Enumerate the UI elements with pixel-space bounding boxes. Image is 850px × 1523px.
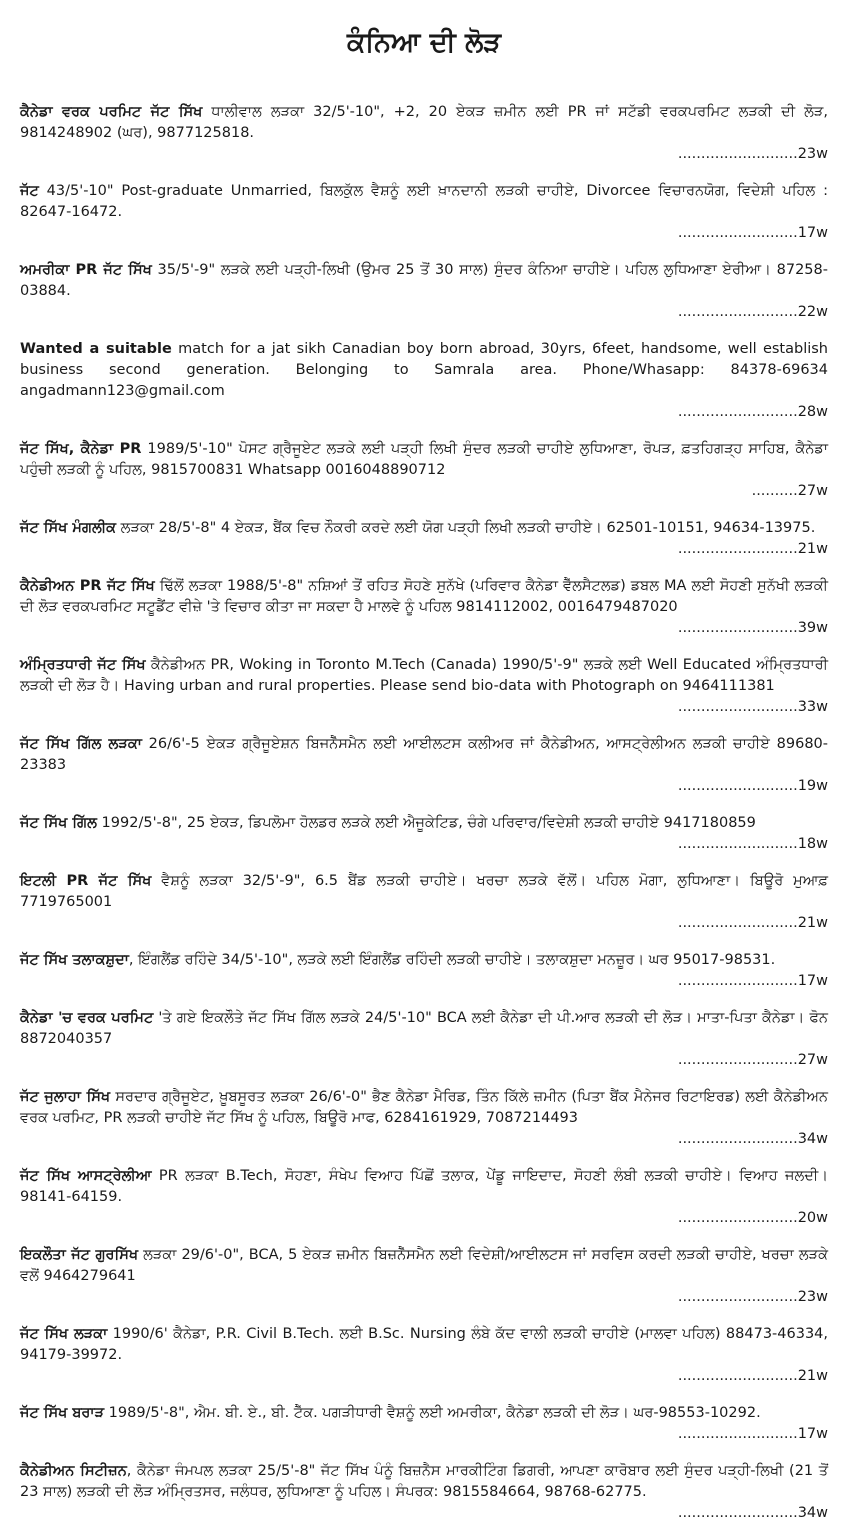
ad-body: 35/5'-9" ਲੜਕੇ ਲਈ ਪੜ੍ਹੀ-ਲਿਖੀ (ਉਮਰ 25 ਤੋਂ 30 ਸਾਲ) ਸੁੰਦਰ ਕੰਨਿਆ ਚਾਹੀਏ। ਪਹਿਲ ਲੁਧਿਆਣਾ ਏਰੀਆ। 87258-03884. <box>20 262 828 299</box>
ad-listing <box>20 339 828 422</box>
ad-code: 27w <box>797 1052 828 1068</box>
ad-code-line <box>20 481 828 501</box>
ad-listing <box>20 102 828 164</box>
ad-body: 1992/5'-8", 25 ਏਕੜ, ਡਿਪਲੋਮਾ ਹੋਲਡਰ ਲੜਕੇ ਲਈ ਐਜੂਕੇਟਿਡ, ਚੰਗੇ ਪਰਿਵਾਰ/ਵਿਦੇਸ਼ੀ ਲੜਕੀ ਚਾਹੀਏ 9417180859 <box>96 815 756 831</box>
ad-code-line <box>20 1503 828 1523</box>
ad-lead: ਜੱਟ <box>20 183 39 199</box>
ad-listing <box>20 734 828 796</box>
ad-dots: .......................... <box>677 541 798 557</box>
ad-dots: .......................... <box>677 973 798 989</box>
ad-dots: .......................... <box>677 1210 798 1226</box>
ad-code: 39w <box>797 620 828 636</box>
ad-text <box>20 1403 828 1424</box>
ad-body: ਕੈਨੇਡੀਅਨ PR, Woking in Toronto M.Tech (Canada) 1990/5'-9" ਲੜਕੇ ਲਈ Well Educated ਅੰਮ੍ਰਿਤਧਾਰੀ ਲੜਕੀ ਦੀ ਲੋੜ ਹੈ। Having urban and rural properties. Please send bio-data with Photograph on 9464111381 <box>20 657 828 694</box>
ad-listing <box>20 1403 828 1444</box>
ad-text <box>20 950 828 971</box>
ad-lead: ਕੈਨੇਡਾ ਵਰਕ ਪਰਮਿਟ ਜੱਟ ਸਿੱਖ <box>20 104 203 120</box>
ad-dots: .......................... <box>677 699 798 715</box>
ad-text <box>20 260 828 302</box>
ad-code-line <box>20 971 828 991</box>
ad-dots: .......................... <box>677 778 798 794</box>
ad-code-line <box>20 618 828 638</box>
ad-code-line <box>20 302 828 322</box>
ad-lead: ਕੈਨੇਡਾ 'ਚ ਵਰਕ ਪਰਮਿਟ <box>20 1010 154 1026</box>
ad-listing <box>20 950 828 991</box>
ad-text <box>20 813 828 834</box>
ad-dots: .......................... <box>677 620 798 636</box>
ad-listing <box>20 1166 828 1228</box>
ad-code-line <box>20 697 828 717</box>
ad-code-line <box>20 913 828 933</box>
ad-lead: ਕੈਨੇਡੀਅਨ ਸਿਟੀਜ਼ਨ <box>20 1463 127 1479</box>
ad-text <box>20 1324 828 1366</box>
ad-body: ਸਰਦਾਰ ਗ੍ਰੈਜੂਏਟ, ਖ਼ੂਬਸੂਰਤ ਲੜਕਾ 26/6'-0" ਭੈਣ ਕੈਨੇਡਾ ਮੈਰਿਡ, ਤਿੰਨ ਕਿੱਲੇ ਜ਼ਮੀਨ (ਪਿਤਾ ਬੈਂਕ ਮੈਨੇਜਰ ਰਿਟਾਇਰਡ) ਲਈ ਕੈਨੇਡੀਅਨ ਵਰਕ ਪਰਮਿਟ, PR ਲੜਕੀ ਚਾਹੀਏ ਜੱਟ ਸਿੱਖ ਨੂੰ ਪਹਿਲ, ਬਿਊਰੋ ਮਾਫ, 6284161929, 7087214493 <box>20 1089 828 1126</box>
ad-dots: .......................... <box>677 1505 798 1521</box>
ad-listing <box>20 439 828 501</box>
ad-dots: .......................... <box>677 1131 798 1147</box>
ad-body: , ਕੈਨੇਡਾ ਜੰਮਪਲ ਲੜਕਾ 25/5'-8" ਜੱਟ ਸਿੱਖ ਪੰਨੂੰ ਬਿਜ਼ਨੈਸ ਮਾਰਕੀਟਿੰਗ ਡਿਗਰੀ, ਆਪਣਾ ਕਾਰੋਬਾਰ ਲਈ ਸੁੰਦਰ ਪੜ੍ਹੀ-ਲਿਖੀ (21 ਤੋਂ 23 ਸਾਲ) ਲੜਕੀ ਦੀ ਲੋੜ ਅੰਮ੍ਰਿਤਸਰ, ਜਲੰਧਰ, ਲੁਧਿਆਣਾ ਨੂੰ ਪਹਿਲ। ਸੰਪਰਕ: 9815584664, 98768-62775. <box>20 1463 829 1500</box>
ad-body: 43/5'-10" Post-graduate Unmarried, ਬਿਲਕੁੱਲ ਵੈਸ਼ਨੂੰ ਲਈ ਖ਼ਾਨਦਾਨੀ ਲੜਕੀ ਚਾਹੀਏ, Divorcee ਵਿਚਾਰਨਯੋਗ, ਵਿਦੇਸ਼ੀ ਪਹਿਲ : 82647-16472. <box>20 183 828 220</box>
ad-code: 28w <box>797 404 828 420</box>
ad-code-line <box>20 1208 828 1228</box>
ad-code: 17w <box>797 225 828 241</box>
ad-code-line <box>20 1366 828 1386</box>
ad-listing <box>20 1008 828 1070</box>
ad-code: 22w <box>797 304 828 320</box>
ad-body: ਲੜਕਾ 29/6'-0", BCA, 5 ਏਕੜ ਜ਼ਮੀਨ ਬਿਜ਼ਨੈੱਸਮੈਨ ਲਈ ਵਿਦੇਸ਼ੀ/ਆਈਲਟਸ ਜਾਂ ਸਰਵਿਸ ਕਰਦੀ ਲੜਕੀ ਚਾਹੀਏ, ਖਰਚਾ ਲੜਕੇ ਵਲੋਂ 9464279641 <box>20 1247 828 1284</box>
ad-lead: ਕੈਨੇਡੀਅਨ PR ਜੱਟ ਸਿੱਖ <box>20 578 155 594</box>
ad-lead: ਅੰਮ੍ਰਿਤਧਾਰੀ ਜੱਟ ਸਿੱਖ <box>20 657 146 673</box>
ad-dots: .......................... <box>677 225 798 241</box>
ad-listing <box>20 813 828 854</box>
ad-code: 21w <box>797 1368 828 1384</box>
ad-code: 23w <box>797 146 828 162</box>
ad-dots: .......................... <box>677 304 798 320</box>
ad-body: 1989/5'-8", ਐਮ. ਬੀ. ਏ., ਬੀ. ਟੈੱਕ. ਪਗੜੀਧਾਰੀ ਵੈਸ਼ਨੂੰ ਲਈ ਅਮਰੀਕਾ, ਕੈਨੇਡਾ ਲੜਕੀ ਦੀ ਲੋੜ। ਘਰ-98553-10292. <box>104 1405 761 1421</box>
ad-dots: .......................... <box>677 146 798 162</box>
ad-lead: ਇਟਲੀ PR ਜੱਟ ਸਿੱਖ <box>20 873 152 889</box>
ad-body: ਧਾਲੀਵਾਲ ਲੜਕਾ 32/5'-10", +2, 20 ਏਕੜ ਜ਼ਮੀਨ ਲਈ PR ਜਾਂ ਸਟੱਡੀ ਵਰਕਪਰਮਿਟ ਲੜਕੀ ਦੀ ਲੋੜ, 9814248902 (ਘਰ), 9877125818. <box>20 104 828 141</box>
ad-lead: ਜੱਟ ਸਿੱਖ ਬਰਾੜ <box>20 1405 105 1421</box>
ad-body: 1989/5'-10" ਪੋਸਟ ਗ੍ਰੈਜੂਏਟ ਲੜਕੇ ਲਈ ਪੜ੍ਹੀ ਲਿਖੀ ਸੁੰਦਰ ਲੜਕੀ ਚਾਹੀਏ ਲੁਧਿਆਣਾ, ਰੋਪੜ, ਫ਼ਤਹਿਗੜ੍ਹ ਸਾਹਿਬ, ਕੈਨੇਡਾ ਪਹੁੰਚੀ ਲੜਕੀ ਨੂੰ ਪਹਿਲ, 9815700831 Whatsapp 0016048890712 <box>20 441 828 478</box>
ad-code-line <box>20 1050 828 1070</box>
ad-dots: .......................... <box>677 1289 798 1305</box>
ad-body: 26/6'-5 ਏਕੜ ਗ੍ਰੈਜੂਏਸ਼ਨ ਬਿਜਨੈੱਸਮੈਨ ਲਈ ਆਈਲਟਸ ਕਲੀਅਰ ਜਾਂ ਕੈਨੇਡੀਅਨ, ਆਸਟ੍ਰੇਲੀਅਨ ਲੜਕੀ ਚਾਹੀਏ 89680-23383 <box>20 736 829 773</box>
ad-text <box>20 1461 828 1503</box>
ad-text <box>20 1166 828 1208</box>
page-title: ਕੰਨਿਆ ਦੀ ਲੋੜ <box>346 27 502 58</box>
ad-code-line <box>20 1424 828 1444</box>
ad-dots: .......................... <box>677 404 798 420</box>
ad-code: 20w <box>797 1210 828 1226</box>
ad-dots: .......... <box>751 483 798 499</box>
ad-text <box>20 102 828 144</box>
ad-listing <box>20 181 828 243</box>
ad-listing <box>20 518 828 559</box>
ad-listing <box>20 1245 828 1307</box>
ad-code: 17w <box>797 973 828 989</box>
ad-dots: .......................... <box>677 1426 798 1442</box>
ad-text <box>20 655 828 697</box>
ad-dots: .......................... <box>677 915 798 931</box>
ad-code: 27w <box>797 483 828 499</box>
ad-text <box>20 518 828 539</box>
ad-body: 1990/6' ਕੈਨੇਡਾ, P.R. Civil B.Tech. ਲਈ B.Sc. Nursing ਲੰਬੇ ਕੱਦ ਵਾਲੀ ਲੜਕੀ ਚਾਹੀਏ (ਮਾਲਵਾ ਪਹਿਲ) 88473-46334, 94179-39972. <box>20 1326 829 1363</box>
ad-lead: ਇਕਲੌਤਾ ਜੱਟ ਗੁਰਸਿੱਖ <box>20 1247 139 1263</box>
ad-text <box>20 576 828 618</box>
ad-text <box>20 1008 828 1050</box>
ad-text <box>20 1245 828 1287</box>
ad-lead: Wanted a suitable <box>20 341 172 357</box>
ad-lead: ਜੱਟ ਸਿੱਖ ਗਿੱਲ <box>20 815 97 831</box>
ad-listing <box>20 1324 828 1386</box>
ad-body: 'ਤੇ ਗਏ ਇਕਲੌਤੇ ਜੱਟ ਸਿੱਖ ਗਿੱਲ ਲੜਕੇ 24/5'-10" BCA ਲਈ ਕੈਨੇਡਾ ਦੀ ਪੀ.ਆਰ ਲੜਕੀ ਦੀ ਲੋੜ। ਮਾਤਾ-ਪਿਤਾ ਕੈਨੇਡਾ। ਫੋਨ 8872040357 <box>20 1010 828 1047</box>
ad-text <box>20 181 828 223</box>
ads-list <box>20 102 828 1523</box>
ad-code: 23w <box>797 1289 828 1305</box>
ad-code-line <box>20 402 828 422</box>
ad-code-line <box>20 834 828 854</box>
ad-code: 18w <box>797 836 828 852</box>
ad-dots: .......................... <box>677 1368 798 1384</box>
ad-text <box>20 871 828 913</box>
ad-code-line <box>20 1287 828 1307</box>
ad-text <box>20 339 828 402</box>
ad-code-line <box>20 776 828 796</box>
ad-code: 21w <box>797 541 828 557</box>
ad-code: 21w <box>797 915 828 931</box>
ad-code: 17w <box>797 1426 828 1442</box>
ad-body: match for a jat sikh Canadian boy born abroad, 30yrs, 6feet, handsome, well establish business second generation. Belonging to Samrala area. Phone/Whasapp: 84378-69634 angadmann123@gmail.com <box>20 341 828 399</box>
ad-dots: .......................... <box>677 1052 798 1068</box>
ad-body: ਲੜਕਾ 28/5'-8" 4 ਏਕੜ, ਬੈਂਕ ਵਿਚ ਨੌਕਰੀ ਕਰਦੇ ਲਈ ਯੋਗ ਪੜ੍ਹੀ ਲਿਖੀ ਲੜਕੀ ਚਾਹੀਏ। 62501-10151, 94634-13975. <box>116 520 816 536</box>
ad-text <box>20 1087 828 1129</box>
ad-listing <box>20 655 828 717</box>
ad-body: ਵੈਸ਼ਨੂੰ ਲੜਕਾ 32/5'-9", 6.5 ਬੈਂਡ ਲੜਕੀ ਚਾਹੀਏ। ਖਰਚਾ ਲੜਕੇ ਵੱਲੋਂ। ਪਹਿਲ ਮੋਗਾ, ਲੁਧਿਆਣਾ। ਬਿਊਰੋ ਮੁਆਫ਼ 7719765001 <box>20 873 828 910</box>
ad-code: 33w <box>797 699 828 715</box>
ad-code-line <box>20 223 828 243</box>
ad-code: 34w <box>797 1505 828 1521</box>
ad-listing <box>20 260 828 322</box>
ad-code: 34w <box>797 1131 828 1147</box>
ad-lead: ਜੱਟ ਸਿੱਖ, ਕੈਨੇਡਾ PR <box>20 441 142 457</box>
ad-listing <box>20 1087 828 1149</box>
ad-listing <box>20 871 828 933</box>
ad-dots: .......................... <box>677 836 798 852</box>
ad-lead: ਜੱਟ ਸਿੱਖ ਆਸਟ੍ਰੇਲੀਆ <box>20 1168 152 1184</box>
ad-body: PR ਲੜਕਾ B.Tech, ਸੋਹਣਾ, ਸੰਖੇਪ ਵਿਆਹ ਪਿੱਛੋਂ ਤਲਾਕ, ਪੇਂਡੂ ਜਾਇਦਾਦ, ਸੋਹਣੀ ਲੰਬੀ ਲੜਕੀ ਚਾਹੀਏ। ਵਿਆਹ ਜਲਦੀ। 98141-64159. <box>20 1168 828 1205</box>
ad-code-line <box>20 144 828 164</box>
ad-listing <box>20 576 828 638</box>
ad-listing <box>20 1461 828 1523</box>
ad-lead: ਜੱਟ ਜੁਲਾਹਾ ਸਿੱਖ <box>20 1089 111 1105</box>
ad-lead: ਜੱਟ ਸਿੱਖ ਗਿੱਲ ਲੜਕਾ <box>20 736 142 752</box>
ad-lead: ਜੱਟ ਸਿੱਖ ਲੜਕਾ <box>20 1326 108 1342</box>
ad-code-line <box>20 539 828 559</box>
ad-text <box>20 734 828 776</box>
ad-lead: ਜੱਟ ਸਿੱਖ ਤਲਾਕਸ਼ੁਦਾ <box>20 952 129 968</box>
ad-lead: ਅਮਰੀਕਾ PR ਜੱਟ ਸਿੱਖ <box>20 262 152 278</box>
ad-code-line <box>20 1129 828 1149</box>
ad-lead: ਜੱਟ ਸਿੱਖ ਮੰਗਲੀਕ <box>20 520 117 536</box>
ad-text <box>20 439 828 481</box>
ad-body: , ਇੰਗਲੈਂਡ ਰਹਿੰਦੇ 34/5'-10", ਲੜਕੇ ਲਈ ਇੰਗਲੈਂਡ ਰਹਿੰਦੀ ਲੜਕੀ ਚਾਹੀਏ। ਤਲਾਕਸ਼ੁਦਾ ਮਨਜ਼ੂਰ। ਘਰ 95017-98531. <box>128 952 776 968</box>
ad-code: 19w <box>797 778 828 794</box>
ad-body: ਢਿੱਲੋਂ ਲੜਕਾ 1988/5'-8" ਨਸ਼ਿਆਂ ਤੋਂ ਰਹਿਤ ਸੋਹਣੇ ਸੁਨੱਖੇ (ਪਰਿਵਾਰ ਕੈਨੇਡਾ ਵੈੱਲਸੈਟਲਡ) ਡਬਲ MA ਲਈ ਸੋਹਣੀ ਸੁਨੱਖੀ ਲੜਕੀ ਦੀ ਲੋੜ ਵਰਕਪਰਮਿਟ ਸਟੂਡੈਂਟ ਵੀਜ਼ੇ 'ਤੇ ਵਿਚਾਰ ਕੀਤਾ ਜਾ ਸਕਦਾ ਹੈ ਮਾਲਵੇ ਨੂੰ ਪਹਿਲ 9814112002, 0016479487020 <box>20 578 828 615</box>
